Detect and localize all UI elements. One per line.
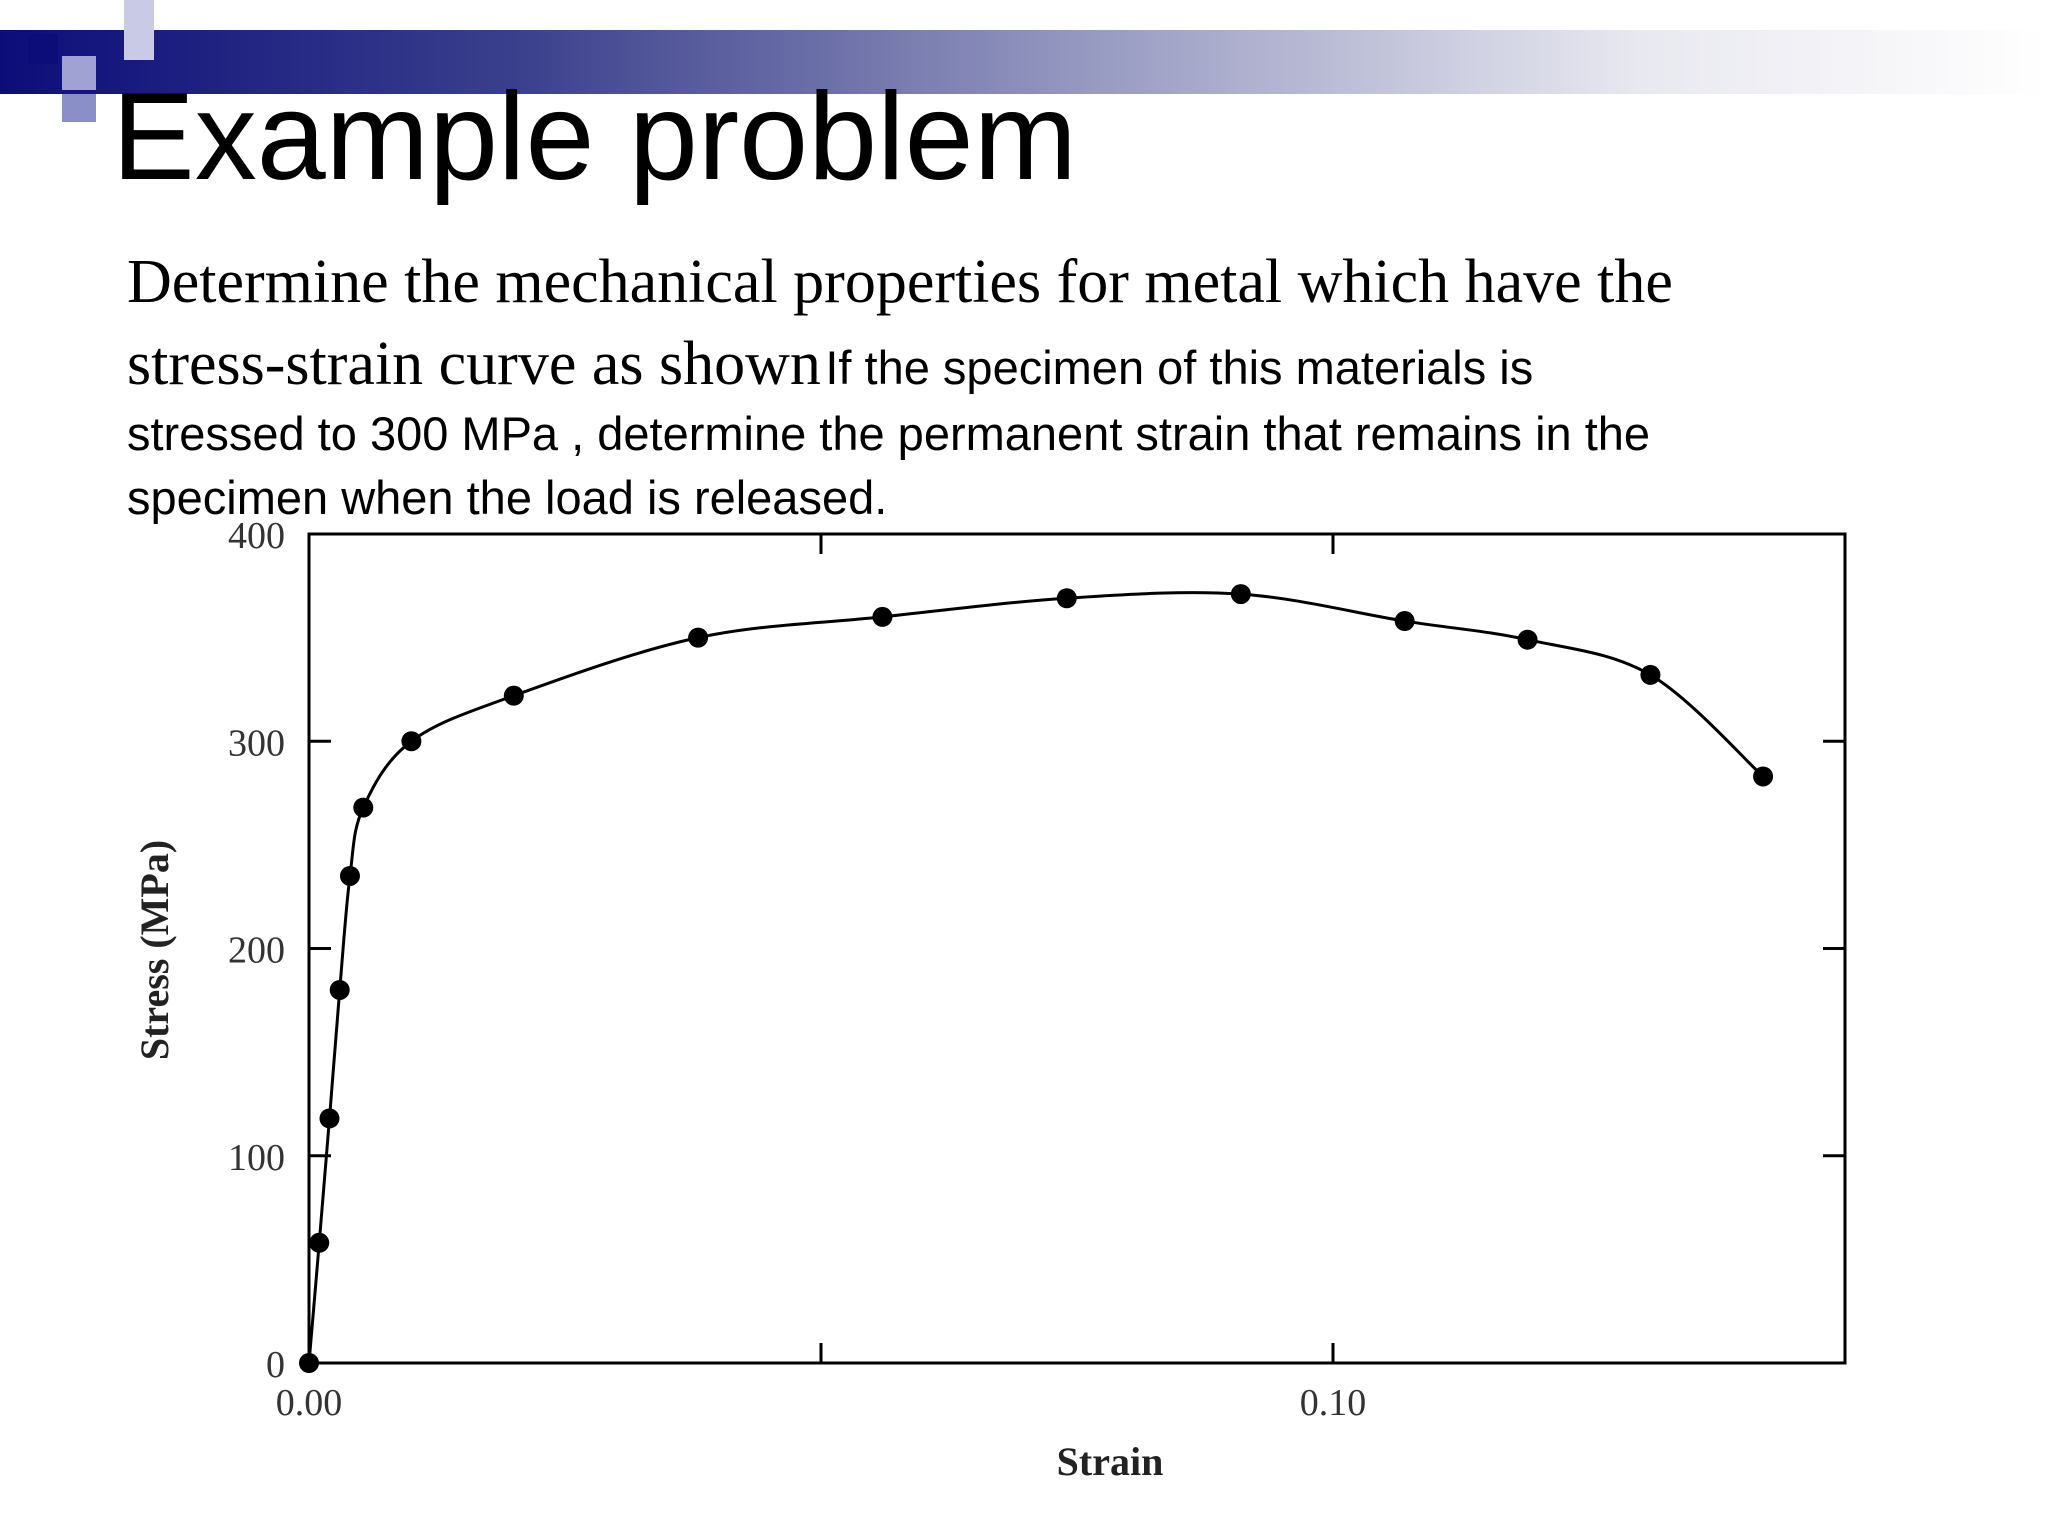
data-point — [330, 980, 350, 1000]
problem-line-3: stressed to 300 MPa , determine the permanent strain that remains in the — [127, 407, 1651, 460]
x-tick-label: 0.10 — [1299, 1382, 1367, 1424]
data-point — [1753, 766, 1773, 786]
data-point — [353, 798, 373, 818]
y-axis-label: Stress (MPa) — [132, 839, 177, 1061]
y-tick-label: 300 — [228, 722, 285, 765]
y-tick-label: 100 — [228, 1136, 285, 1179]
y-tick-label: 200 — [228, 929, 285, 972]
data-point — [299, 1353, 319, 1373]
y-tick-labels — [228, 515, 285, 1386]
data-point — [872, 607, 892, 627]
data-point — [401, 731, 421, 751]
data-point — [1518, 630, 1538, 650]
data-markers — [299, 584, 1773, 1373]
problem-line-4: specimen when the load is released. — [127, 471, 888, 524]
data-point — [319, 1108, 339, 1128]
data-point — [1640, 665, 1660, 685]
data-point — [1057, 588, 1077, 608]
problem-line-2-sans: If the specimen of this materials is — [825, 341, 1534, 394]
x-tick-label: 0.00 — [275, 1382, 343, 1424]
y-tick-label: 400 — [228, 515, 285, 557]
stress-strain-curve — [309, 593, 1763, 1363]
data-point — [504, 686, 524, 706]
y-tick-label: 0 — [266, 1344, 285, 1386]
data-point — [688, 628, 708, 648]
x-axis-label: Strain — [1056, 1439, 1164, 1484]
slide-title: Example problem — [112, 68, 1077, 206]
data-point — [340, 866, 360, 886]
problem-line-2-serif: stress-strain curve as shown — [127, 330, 821, 398]
data-point — [1231, 584, 1251, 604]
data-point — [309, 1233, 329, 1253]
x-tick-labels — [276, 1382, 1367, 1424]
problem-line-1: Determine the mechanical properties for metal which have the — [127, 248, 1673, 316]
data-point — [1395, 611, 1415, 631]
